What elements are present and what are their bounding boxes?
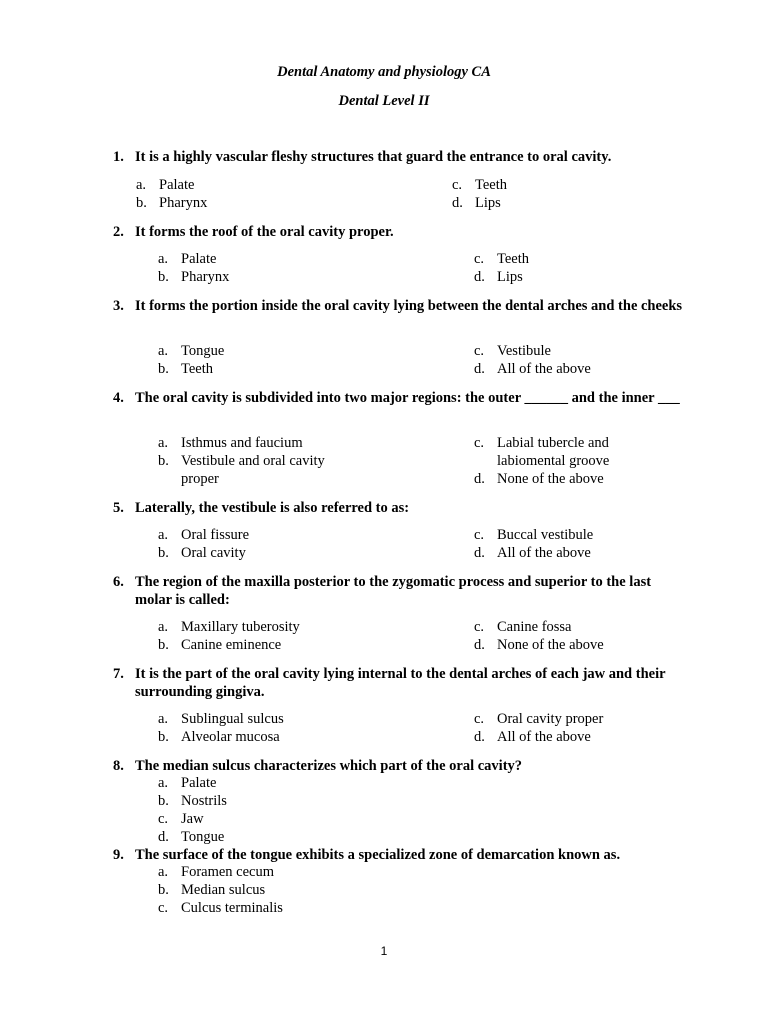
question-number: 7. [113, 666, 124, 682]
option-letter: a. [158, 864, 169, 880]
option-text: Lips [475, 195, 501, 211]
option-text: Labial tubercle and labiomental groove [497, 435, 610, 469]
option-letter: c. [158, 811, 169, 827]
question-text: The oral cavity is subdivided into two major regions: the outer ______ and the inner ___ [135, 390, 680, 406]
option-letter: d. [474, 269, 485, 285]
option-letter: a. [158, 251, 169, 267]
option-letter: b. [158, 361, 169, 377]
option-text: Nostrils [181, 793, 227, 809]
option-text: Maxillary tuberosity [181, 619, 300, 635]
option-letter: c. [474, 527, 485, 543]
option-text: Palate [181, 775, 217, 791]
option-letter: c. [474, 711, 485, 727]
question-number: 4. [113, 390, 124, 406]
option-text: Teeth [497, 251, 529, 267]
option-letter: a. [158, 343, 169, 359]
option-letter: c. [452, 177, 463, 193]
option-letter: a. [158, 775, 169, 791]
option-letter: c. [474, 435, 485, 451]
document-subtitle: Dental Level II [338, 93, 430, 109]
option-letter: d. [474, 361, 485, 377]
question-text: The median sulcus characterizes which part of the oral cavity? [135, 758, 523, 774]
option-letter: b. [158, 882, 169, 898]
option-letter: b. [158, 269, 169, 285]
question-number: 6. [113, 574, 124, 590]
option-letter: b. [158, 453, 169, 469]
option-letter: a. [158, 711, 169, 727]
option-text: Oral fissure [181, 527, 250, 543]
option-letter: d. [474, 471, 485, 487]
option-text: Lips [497, 269, 523, 285]
option-letter: a. [158, 527, 169, 543]
question-text: It forms the roof of the oral cavity proper. [135, 224, 394, 240]
question-text: Laterally, the vestibule is also referred to as: [135, 500, 410, 516]
option-text: Foramen cecum [181, 864, 275, 880]
option-letter: a. [136, 177, 147, 193]
option-text: None of the above [497, 637, 604, 653]
option-text: Palate [181, 251, 217, 267]
option-text: Pharynx [159, 195, 208, 211]
option-letter: d. [474, 545, 485, 561]
question-number: 8. [113, 758, 124, 774]
option-text: Isthmus and faucium [181, 435, 303, 451]
question-text: It is a highly vascular fleshy structures that guard the entrance to oral cavity. [135, 149, 612, 165]
option-letter: c. [474, 343, 485, 359]
option-text: Oral cavity [181, 545, 246, 561]
option-text: Tongue [181, 829, 225, 845]
question-number: 5. [113, 500, 124, 516]
option-letter: d. [474, 729, 485, 745]
option-letter: c. [158, 900, 169, 916]
option-text: All of the above [497, 729, 591, 745]
question-text: It forms the portion inside the oral cavity lying between the dental arches and the cheeks [135, 298, 683, 314]
option-text: Alveolar mucosa [181, 729, 280, 745]
option-letter: b. [136, 195, 147, 211]
option-text: Culcus terminalis [181, 900, 283, 916]
option-text: Vestibule and oral cavity proper [181, 453, 325, 487]
question-number: 1. [113, 149, 124, 165]
option-text: Teeth [475, 177, 507, 193]
option-letter: b. [158, 545, 169, 561]
option-text: Jaw [181, 811, 204, 827]
option-letter: d. [474, 637, 485, 653]
question-text: It is the part of the oral cavity lying internal to the dental arches of each jaw and their surrounding gingiva. [135, 666, 666, 700]
option-text: Teeth [181, 361, 213, 377]
question-text: The region of the maxilla posterior to the zygomatic process and superior to the last molar is called: [135, 574, 652, 608]
document-title: Dental Anatomy and physiology CA [277, 64, 491, 80]
option-text: Tongue [181, 343, 225, 359]
option-letter: b. [158, 793, 169, 809]
option-text: Pharynx [181, 269, 230, 285]
option-text: Vestibule [497, 343, 551, 359]
option-text: Canine eminence [181, 637, 282, 653]
option-text: All of the above [497, 361, 591, 377]
option-letter: b. [158, 729, 169, 745]
option-letter: d. [158, 829, 169, 845]
option-letter: c. [474, 251, 485, 267]
option-text: Oral cavity proper [497, 711, 604, 727]
option-text: None of the above [497, 471, 604, 487]
question-text: The surface of the tongue exhibits a specialized zone of demarcation known as. [135, 847, 621, 863]
option-text: Buccal vestibule [497, 527, 594, 543]
option-letter: d. [452, 195, 463, 211]
option-letter: c. [474, 619, 485, 635]
option-letter: b. [158, 637, 169, 653]
option-letter: a. [158, 619, 169, 635]
option-text: Canine fossa [497, 619, 572, 635]
option-text: Median sulcus [181, 882, 266, 898]
question-number: 9. [113, 847, 124, 863]
option-text: Palate [159, 177, 195, 193]
question-number: 3. [113, 298, 124, 314]
page-number: 1 [380, 944, 388, 958]
question-number: 2. [113, 224, 124, 240]
option-text: All of the above [497, 545, 591, 561]
option-text: Sublingual sulcus [181, 711, 284, 727]
option-letter: a. [158, 435, 169, 451]
